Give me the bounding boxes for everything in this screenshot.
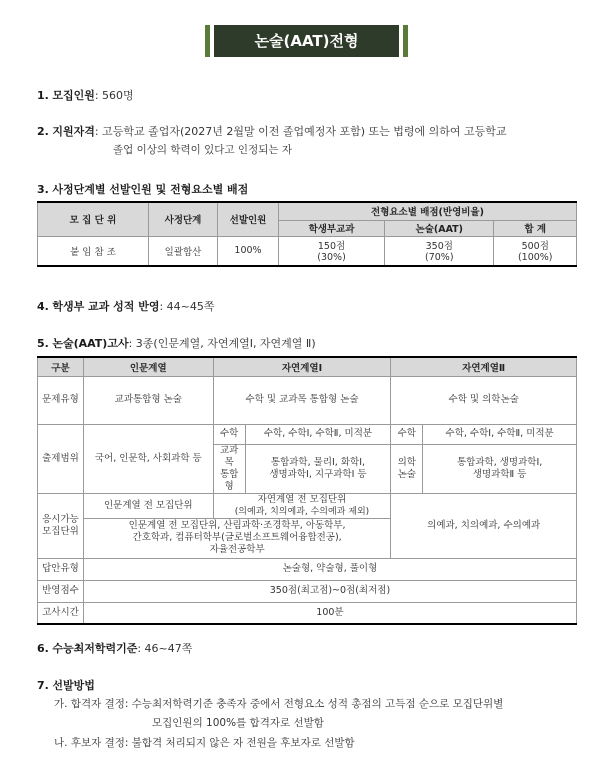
cell-line: 논술 — [397, 468, 416, 480]
cell-line: 생명과학Ⅱ 등 — [472, 468, 527, 480]
section-7 — [37, 677, 95, 693]
section-2 — [37, 123, 507, 139]
th-unit: 모 집 단 위 — [38, 202, 149, 236]
cell-line: 통합과학, 물리Ⅰ, 화학Ⅰ, — [270, 456, 366, 468]
method-b: 나. 후보자 결정: 불합격 처리되지 않은 자 전원을 후보자로 선발함 — [54, 737, 355, 749]
cell-line: 150점 — [317, 241, 346, 253]
section-1 — [37, 87, 134, 103]
row-label-score: 반영점수 — [38, 580, 84, 602]
section-4 — [37, 298, 215, 314]
cell-units-humanities: 인문계열 전 모집단위 — [83, 493, 213, 518]
cell-line: 인문계열 전 모집단위, 산림과학·조경학부, 아동학부, — [128, 520, 346, 531]
row-label-scope: 출제범위 — [38, 424, 84, 493]
cell-essay — [385, 236, 494, 266]
method-a-line2: 모집인원의 100%를 합격자로 선발함 — [152, 717, 324, 729]
section-heading: 사정단계별 선발인원 및 전형요소별 배점 — [52, 183, 249, 196]
cell-line: 간호학과, 컴퓨터학부(글로벌소프트웨어융합전공), — [132, 532, 342, 543]
section-value: : 44~45쪽 — [159, 300, 215, 313]
th-essay: 논술(AAT) — [385, 220, 494, 236]
cell-line: 생명과학Ⅰ, 지구과학Ⅰ 등 — [269, 468, 367, 480]
cell-line: 응시가능 — [42, 513, 79, 525]
cell-n1-integrated — [245, 444, 391, 493]
section-number: 5. — [37, 337, 49, 350]
cell-line: 의학 — [397, 456, 416, 468]
section-heading: 선발방법 — [52, 679, 95, 692]
title-banner — [205, 25, 408, 57]
th-allocation: 전형요소별 배점(반영비율) — [279, 202, 577, 220]
th-natural-1: 자연계열Ⅰ — [213, 357, 391, 376]
cell-scope-humanities: 국어, 인문학, 사회과학 등 — [83, 424, 213, 493]
row-label-units — [38, 493, 84, 558]
cell-line: (70%) — [425, 252, 454, 264]
cell-score: 350점(최고점)~0점(최저점) — [83, 580, 576, 602]
section-number: 1. — [37, 89, 49, 102]
cell-line: 자율전공학부 — [209, 544, 265, 555]
cell-units-natural-2: 의예과, 치의예과, 수의예과 — [391, 493, 577, 558]
section-heading: 모집인원 — [52, 89, 95, 102]
section-heading: 학생부 교과 성적 반영 — [52, 300, 160, 313]
method-a: 가. 합격자 결정: 수능최저학력기준 충족자 중에서 전형요소 성적 총점의 고득점 순으로 모집단위별 — [54, 698, 504, 710]
cell-n2-math: 수학, 수학Ⅰ, 수학Ⅱ, 미적분 — [423, 424, 577, 444]
section-heading: 논술(AAT)고사 — [52, 337, 129, 350]
row-label-type: 문제유형 — [38, 376, 84, 424]
section-heading: 지원자격 — [52, 125, 95, 138]
section-heading: 수능최저학력기준 — [52, 642, 138, 655]
cell-line: 500점 — [521, 241, 549, 253]
section-number: 4. — [37, 300, 49, 313]
th-selection: 선발인원 — [218, 202, 279, 236]
cell-total — [494, 236, 577, 266]
cell-type-natural-1: 수학 및 교과목 통합형 논술 — [213, 376, 391, 424]
section-number: 3. — [37, 183, 49, 196]
cell-type-natural-2: 수학 및 의학논술 — [391, 376, 577, 424]
cell-n2-medical-label — [391, 444, 423, 493]
th-category: 구분 — [38, 357, 84, 376]
section-value: : 3종(인문계열, 자연계열Ⅰ, 자연계열 Ⅱ) — [128, 337, 316, 350]
th-total: 합 계 — [494, 220, 577, 236]
cell-line: 모집단위 — [42, 525, 79, 537]
section-value: : 560명 — [94, 89, 134, 102]
cell-answer: 논술형, 약술형, 풀이형 — [83, 558, 576, 580]
cell-line: 자연계열 전 모집단위 — [257, 493, 347, 505]
cell-n1-math: 수학, 수학Ⅰ, 수학Ⅱ, 미적분 — [245, 424, 391, 444]
exam-table — [37, 356, 577, 625]
section-value: : 고등학교 졸업자(2027년 2월말 이전 졸업예정자 포함) 또는 법령에 의하여 고등학교 — [94, 125, 507, 138]
cell-line: (100%) — [517, 252, 553, 264]
cell-school-record — [279, 236, 385, 266]
page-title: 논술(AAT)전형 — [214, 25, 399, 57]
cell-line: 통합형 — [219, 468, 239, 492]
title-bar-left — [205, 25, 210, 57]
section-5 — [37, 335, 316, 351]
section-2-line2: 졸업 이상의 학력이 있다고 인정되는 자 — [113, 144, 292, 156]
cell-selection: 100% — [218, 236, 279, 266]
section-6 — [37, 640, 192, 656]
cell-unit: 붙 임 참 조 — [38, 236, 149, 266]
cell-n2-medical — [423, 444, 577, 493]
allocation-table — [37, 201, 577, 267]
section-number: 7. — [37, 679, 49, 692]
row-label-time: 고사시간 — [38, 602, 84, 624]
cell-line: (의예과, 치의예과, 수의예과 제외) — [234, 506, 370, 517]
cell-n1-math-label: 수학 — [213, 424, 245, 444]
cell-line: 교과목 — [219, 444, 239, 468]
th-stage: 사정단계 — [149, 202, 218, 236]
section-number: 2. — [37, 125, 49, 138]
cell-units-mixed — [83, 518, 390, 558]
row-label-answer: 답안유형 — [38, 558, 84, 580]
cell-line: (30%) — [317, 252, 346, 264]
th-school-record: 학생부교과 — [279, 220, 385, 236]
cell-type-humanities: 교과통합형 논술 — [83, 376, 213, 424]
th-humanities: 인문계열 — [83, 357, 213, 376]
cell-n2-math-label: 수학 — [391, 424, 423, 444]
cell-n1-integrated-label — [213, 444, 245, 493]
th-natural-2: 자연계열Ⅱ — [391, 357, 577, 376]
cell-stage: 일괄합산 — [149, 236, 218, 266]
title-bar-right — [403, 25, 408, 57]
cell-line: 350점 — [425, 241, 453, 253]
cell-units-natural-1 — [213, 493, 391, 518]
cell-line: 통합과학, 생명과학Ⅰ, — [456, 456, 543, 468]
section-value: : 46~47쪽 — [137, 642, 193, 655]
section-number: 6. — [37, 642, 49, 655]
cell-time: 100분 — [83, 602, 576, 624]
section-3 — [37, 181, 248, 197]
